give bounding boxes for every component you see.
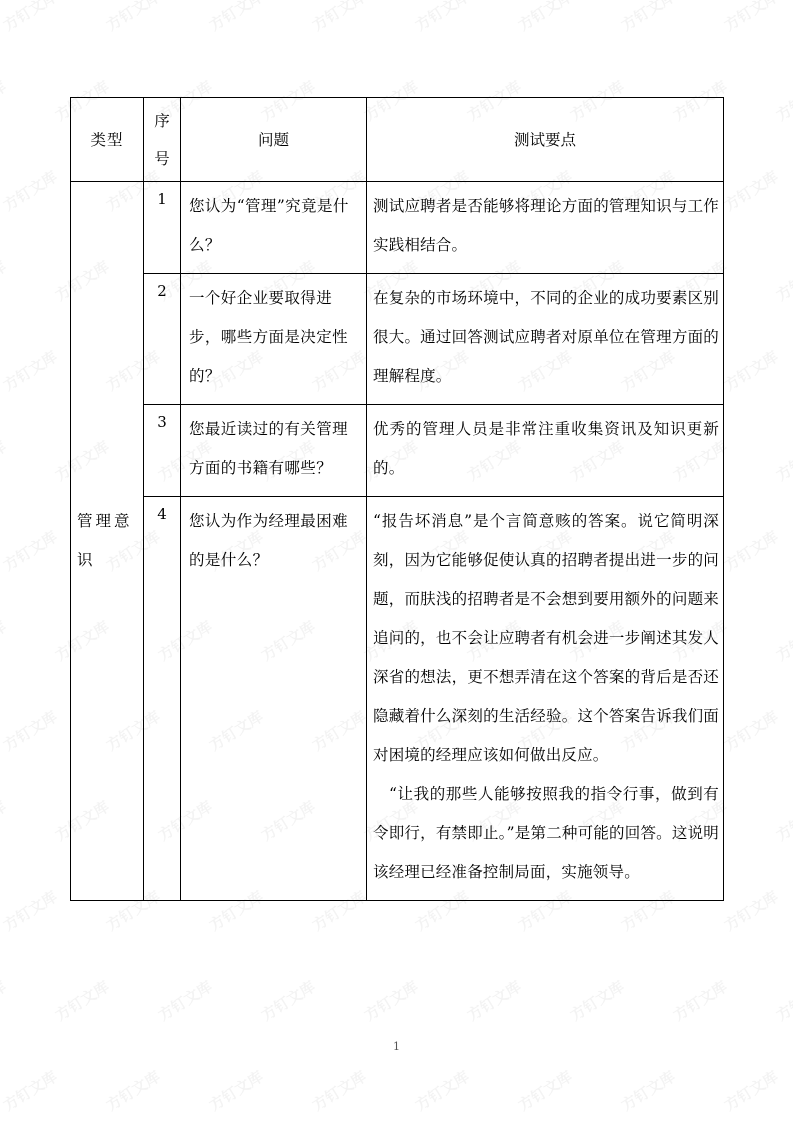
column-header-sequence bbox=[144, 98, 181, 182]
row-question-text: 一个好企业要取得进步，哪些方面是决定性的？ bbox=[181, 274, 367, 405]
row-test-point-text: 测试应聘者是否能够将理论方面的管理知识与工作实践相结合。 bbox=[367, 182, 724, 274]
test-point-paragraph-2: “让我的那些人能够按照我的指令行事，做到有令即行，有禁即止。”是第二种可能的回答。这说明该经理已经准备控制局面，实施领导。 bbox=[373, 785, 719, 881]
interview-question-table bbox=[70, 97, 724, 901]
row-sequence-number: 1 bbox=[144, 182, 181, 274]
row-test-point-text: 在复杂的市场环境中，不同的企业的成功要素区别很大。通过回答测试应聘者对原单位在管理方面的理解程度。 bbox=[367, 274, 724, 405]
row-sequence-number: 3 bbox=[144, 405, 181, 497]
column-header-sequence-line2: 号 bbox=[154, 149, 170, 168]
row-question-text: 您最近读过的有关管理方面的书籍有哪些？ bbox=[181, 405, 367, 497]
column-header-type bbox=[71, 98, 144, 182]
row-question-text: 您认为作为经理最困难的是什么？ bbox=[181, 497, 367, 901]
table-row bbox=[71, 497, 724, 901]
category-cell-management-awareness: 管理意识 bbox=[71, 182, 144, 901]
row-sequence-number: 2 bbox=[144, 274, 181, 405]
row-question-text: 您认为“管理”究竟是什么？ bbox=[181, 182, 367, 274]
column-header-question bbox=[181, 98, 367, 182]
column-header-test-point-label: 测试要点 bbox=[513, 130, 576, 149]
table-row bbox=[71, 182, 724, 274]
test-point-paragraph-1: “报告坏消息”是个言简意赅的答案。说它简明深刻，因为它能够促使认真的招聘者提出进一步的问题，而肤浅的招聘者是不会想到要用额外的问题来追问的，也不会让应聘者有机会进一步阐述其发人深省的想法，更不想弄清在这个答案的背后是否还隐藏着什么深刻的生活经验。这个答案告诉我们面对困境的经理应该如何做出反应。 bbox=[373, 512, 719, 764]
row-sequence-number: 4 bbox=[144, 497, 181, 901]
row-test-point-text bbox=[367, 497, 724, 901]
column-header-sequence-line1: 序 bbox=[154, 111, 170, 130]
column-header-question-label: 问题 bbox=[257, 130, 289, 149]
row-test-point-text: 优秀的管理人员是非常注重收集资讯及知识更新的。 bbox=[367, 405, 724, 497]
page-number: 1 bbox=[393, 1040, 400, 1053]
table-row bbox=[71, 405, 724, 497]
column-header-test-point bbox=[367, 98, 724, 182]
table-header-row bbox=[71, 98, 724, 182]
column-header-type-label: 类型 bbox=[90, 130, 124, 149]
table-row bbox=[71, 274, 724, 405]
